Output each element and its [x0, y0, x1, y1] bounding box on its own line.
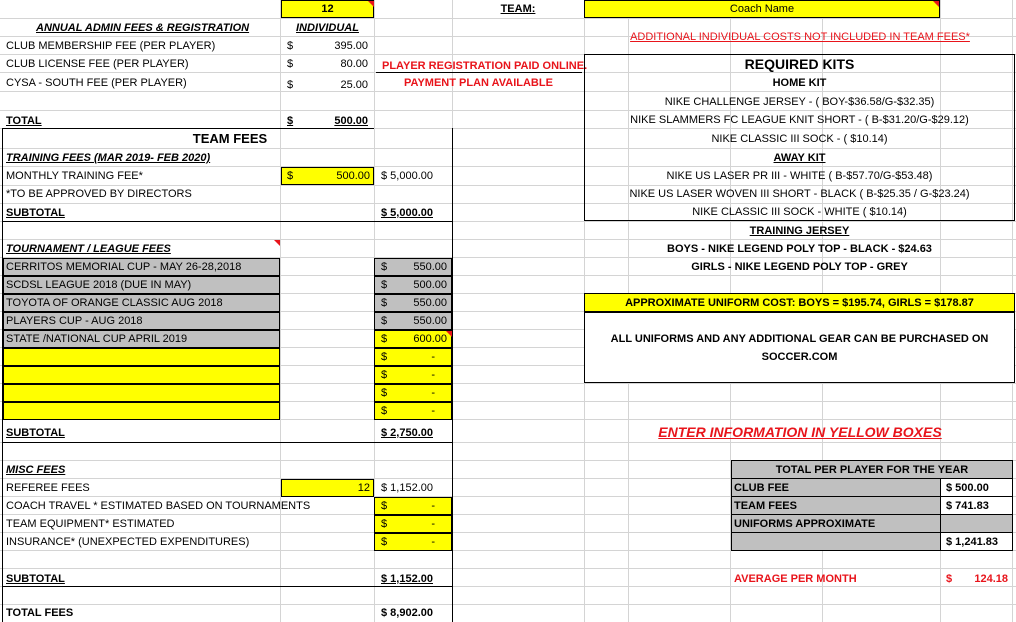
misc-label: TEAM EQUIPMENT* ESTIMATED	[6, 518, 175, 530]
misc-label: INSURANCE* (UNEXPECTED EXPENDITURES)	[6, 536, 250, 548]
home-kit-title: HOME KIT	[772, 77, 827, 89]
purchase-line-2: SOCCER.COM	[761, 351, 838, 363]
team-fees-border-right	[452, 128, 453, 622]
blank-amount: -	[431, 369, 435, 381]
tournament-cur: $	[381, 279, 388, 291]
comment-marker	[368, 1, 374, 7]
summary-title: TOTAL PER PLAYER FOR THE YEAR	[775, 464, 969, 476]
summary-label-club: CLUB FEE	[734, 482, 789, 494]
average-value: 124.18	[974, 573, 1008, 585]
admin-total-label: TOTAL	[6, 115, 42, 127]
player-count: 12	[321, 3, 334, 15]
admin-amount-license: 80.00	[340, 58, 368, 70]
tournament-cur: $	[381, 315, 388, 327]
admin-total-amount: 500.00	[334, 115, 368, 127]
approval-note: *TO BE APPROVED BY DIRECTORS	[6, 188, 192, 200]
admin-total-cur: $	[287, 115, 294, 127]
individual-label: INDIVIDUAL	[296, 22, 359, 34]
tournament-label: STATE /NATIONAL CUP APRIL 2019	[6, 333, 188, 345]
admin-amount-membership: 395.00	[334, 40, 368, 52]
away-kit-title: AWAY KIT	[773, 152, 826, 164]
misc-subtotal: $ 1,152.00	[381, 573, 433, 585]
blank-cur: $	[381, 351, 388, 363]
training-jersey-item: BOYS - NIKE LEGEND POLY TOP - BLACK - $24.63	[667, 243, 932, 255]
average-per-month-label: AVERAGE PER MONTH	[734, 573, 857, 585]
misc-amount: -	[431, 518, 435, 530]
admin-cur-cysa: $	[287, 79, 294, 91]
training-subtotal-label: SUBTOTAL	[6, 207, 65, 219]
total-fees-label: TOTAL FEES	[6, 607, 74, 619]
away-kit-item: NIKE US LASER WOVEN III SHORT - BLACK ( B-$25.35 / G-$23.24)	[629, 188, 970, 200]
summary-label-team: TEAM FEES	[734, 500, 797, 512]
away-kit-item: NIKE CLASSIC III SOCK - WHITE ( $10.14)	[692, 206, 907, 218]
blank-amount: -	[431, 387, 435, 399]
tournament-subtotal-label: SUBTOTAL	[6, 427, 65, 439]
summary-total: $ 1,241.83	[946, 536, 998, 548]
comment-marker	[446, 331, 452, 337]
misc-label: COACH TRAVEL * ESTIMATED BASED ON TOURNAMENTS	[6, 500, 311, 512]
misc-title: MISC FEES	[6, 464, 66, 476]
blank-tournament-input[interactable]	[3, 348, 280, 366]
training-subtotal: $ 5,000.00	[381, 207, 433, 219]
approx-uniform-cost: APPROXIMATE UNIFORM COST: BOYS = $195.74, GIRLS = $178.87	[625, 297, 974, 309]
referee-label: REFEREE FEES	[6, 482, 90, 494]
monthly-cur: $	[287, 170, 294, 182]
tournament-title: TOURNAMENT / LEAGUE FEES	[6, 243, 171, 255]
misc-cur: $	[381, 500, 388, 512]
total-fees: $ 8,902.00	[381, 607, 433, 619]
blank-cur: $	[381, 387, 388, 399]
training-title: TRAINING FEES (MAR 2019- FEB 2020)	[6, 152, 211, 164]
tournament-cur: $	[381, 297, 388, 309]
enter-info-note: ENTER INFORMATION IN YELLOW BOXES	[658, 424, 942, 440]
required-kits-title: REQUIRED KITS	[744, 56, 855, 72]
home-kit-item: NIKE SLAMMERS FC LEAGUE KNIT SHORT - ( B-$31.20/G-$29.12)	[630, 114, 969, 126]
admin-amount-cysa: 25.00	[340, 79, 368, 91]
tournament-label: SCDSL LEAGUE 2018 (DUE IN MAY)	[6, 279, 192, 291]
tournament-amount: 550.00	[413, 315, 447, 327]
team-fees-title: TEAM FEES	[192, 131, 268, 146]
admin-label-membership: CLUB MEMBERSHIP FEE (PER PLAYER)	[6, 40, 216, 52]
admin-cur-membership: $	[287, 40, 294, 52]
home-kit-item: NIKE CLASSIC III SOCK - ( $10.14)	[711, 133, 888, 145]
tournament-cur: $	[381, 261, 388, 273]
blank-cur: $	[381, 405, 388, 417]
monthly-amount: 500.00	[336, 170, 370, 182]
away-kit-item: NIKE US LASER PR III - WHITE ( B-$57.70/G-$53.48)	[666, 170, 933, 182]
tournament-subtotal: $ 2,750.00	[381, 427, 433, 439]
tournament-amount: 600.00	[413, 333, 447, 345]
home-kit-item: NIKE CHALLENGE JERSEY - ( BOY-$36.58/G-$32.35)	[664, 96, 935, 108]
team-label: TEAM:	[500, 3, 536, 15]
comment-marker	[274, 240, 280, 246]
misc-amount: -	[431, 500, 435, 512]
purchase-line-1: ALL UNIFORMS AND ANY ADDITIONAL GEAR CAN BE PURCHASED ON	[610, 333, 989, 345]
tournament-amount: 500.00	[413, 279, 447, 291]
blank-tournament-input[interactable]	[3, 366, 280, 384]
tournament-cur: $	[381, 333, 388, 345]
tournament-label: TOYOTA OF ORANGE CLASSIC AUG 2018	[6, 297, 223, 309]
comment-marker	[933, 1, 939, 7]
additional-costs-note: ADDITIONAL INDIVIDUAL COSTS NOT INCLUDED IN TEAM FEES*	[630, 31, 970, 43]
blank-amount: -	[431, 351, 435, 363]
tournament-amount: 550.00	[413, 261, 447, 273]
tournament-label: CERRITOS MEMORIAL CUP - MAY 26-28,2018	[6, 261, 242, 273]
blank-tournament-input[interactable]	[3, 402, 280, 420]
misc-cur: $	[381, 536, 388, 548]
misc-amount: -	[431, 536, 435, 548]
misc-subtotal-label: SUBTOTAL	[6, 573, 65, 585]
blank-amount: -	[431, 405, 435, 417]
coach-name: Coach Name	[729, 3, 795, 15]
registration-note-1: PLAYER REGISTRATION PAID ONLINE.	[382, 60, 588, 72]
admin-cur-license: $	[287, 58, 294, 70]
admin-label-cysa: CYSA - SOUTH FEE (PER PLAYER)	[6, 77, 187, 89]
training-jersey-item: GIRLS - NIKE LEGEND POLY TOP - GREY	[691, 261, 908, 273]
summary-label-uniforms: UNIFORMS APPROXIMATE	[734, 518, 876, 530]
monthly-total: $ 5,000.00	[381, 170, 433, 182]
misc-cur: $	[381, 518, 388, 530]
tournament-amount: 550.00	[413, 297, 447, 309]
admin-title: ANNUAL ADMIN FEES & REGISTRATION	[36, 22, 250, 34]
summary-value-team: $ 741.83	[946, 500, 989, 512]
registration-note-2: PAYMENT PLAN AVAILABLE	[404, 77, 553, 89]
training-jersey-title: TRAINING JERSEY	[749, 225, 850, 237]
admin-label-license: CLUB LICENSE FEE (PER PLAYER)	[6, 58, 189, 70]
blank-cur: $	[381, 369, 388, 381]
summary-value-club: $ 500.00	[946, 482, 989, 494]
referee-total: $ 1,152.00	[381, 482, 433, 494]
monthly-label: MONTHLY TRAINING FEE*	[6, 170, 143, 182]
tournament-label: PLAYERS CUP - AUG 2018	[6, 315, 143, 327]
referee-value: 12	[357, 482, 370, 494]
blank-tournament-input[interactable]	[3, 384, 280, 402]
average-cur: $	[946, 573, 953, 585]
